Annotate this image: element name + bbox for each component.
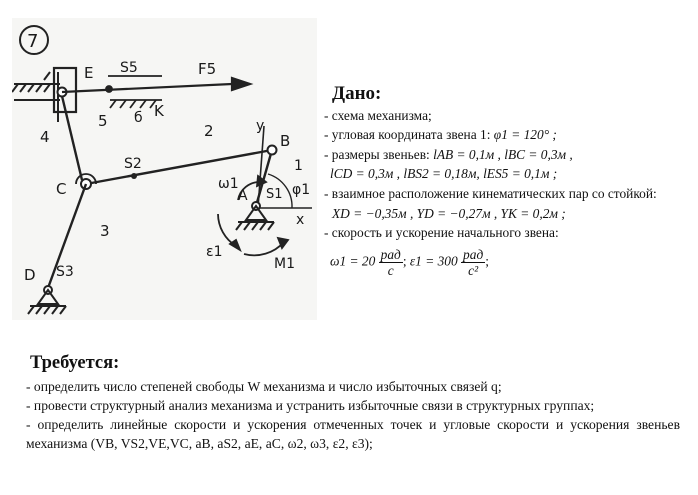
label-y: y [256, 118, 265, 134]
label-phi1: φ1 [292, 182, 311, 198]
given-item: - угловая координата звена 1: φ1 = 120° ; [324, 127, 557, 143]
given-item: lCD = 0,3м , lBS2 = 0,18м, lES5 = 0,1м ; [330, 166, 558, 182]
mechanism-figure [12, 18, 317, 320]
label-k: K [154, 102, 164, 120]
label-eps1: ε1 [206, 244, 223, 260]
given-item: - размеры звеньев: lAB = 0,1м , lBC = 0,3м , [324, 146, 573, 162]
label-f5: F5 [198, 60, 217, 78]
label-a: A [238, 188, 248, 204]
joint-b [268, 146, 277, 155]
given-title: Дано: [332, 83, 382, 104]
label-omega1: ω1 [218, 176, 239, 192]
label-s3: S3 [56, 264, 74, 280]
given-section [324, 84, 688, 278]
label-s1: S1 [266, 187, 283, 202]
label-x: x [296, 212, 305, 228]
label-3: 3 [100, 222, 110, 240]
point-s2 [131, 173, 137, 179]
label-c: C [56, 180, 67, 198]
label-2: 2 [204, 122, 214, 140]
label-b: B [280, 132, 291, 150]
required-item: - определить число степеней свободы W механизма и число избыточных связей q; [26, 379, 502, 394]
given-item: - взаимное расположение кинематических пар со стойкой: [324, 185, 657, 201]
label-m1: M1 [274, 256, 295, 272]
label-1: 1 [294, 158, 303, 174]
given-omega-formula: ω1 = 20 $\frac{\text{рад}}{с}$ ; ε1 = 300 $\frac{\text{рад}}{\text{с²}}$ ; [330, 246, 489, 278]
required-title: Требуется: [30, 353, 120, 373]
label-4: 4 [40, 128, 50, 146]
required-section [26, 354, 680, 453]
task-number: 7 [27, 31, 39, 52]
required-item: - определить линейные скорости и ускорения отмеченных точек и угловые скорости и ускорения звеньев механизма (VB, VS2,VE,VC, aB, aS2, aE, aC, ω2, ω3, ε2, ε3); [26, 417, 680, 451]
given-item: XD = −0,35м , YD = −0,27м , YK = 0,2м ; [332, 205, 566, 221]
label-s5: S5 [120, 60, 138, 76]
label-5: 5 [98, 112, 108, 130]
label-d: D [24, 266, 36, 284]
given-item: - схема механизма; [324, 107, 432, 123]
label-b-cyr: б [134, 110, 143, 126]
given-item: - скорость и ускорение начального звена: [324, 225, 559, 241]
label-s2: S2 [124, 156, 142, 172]
required-item: - провести структурный анализ механизма и устранить избыточные связи в структурных группах; [26, 398, 595, 413]
label-e: E [84, 64, 94, 82]
